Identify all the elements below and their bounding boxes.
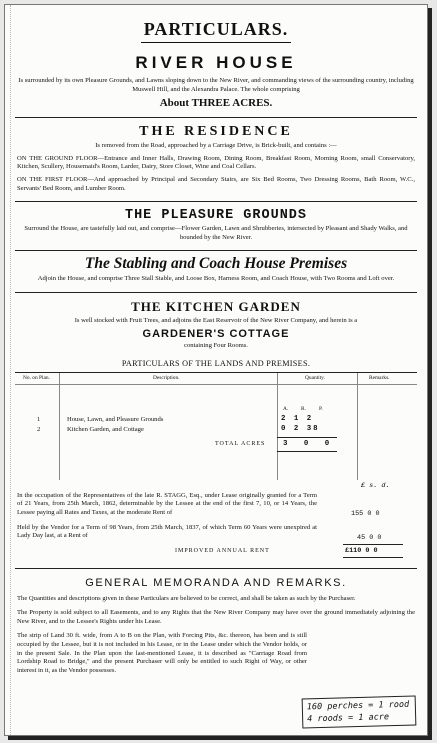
first-floor-text xyxy=(5,176,427,193)
total-label: TOTAL ACRES xyxy=(215,440,266,447)
divider xyxy=(15,250,417,251)
unit-perches: P. xyxy=(319,405,323,412)
memoranda-heading: GENERAL MEMORANDA AND REMARKS. xyxy=(85,576,347,589)
residence-intro: Is removed from the Road, approached by a Carriage Drive, is Brick-built, and contains :— xyxy=(95,142,337,150)
column-header-remarks: Remarks. xyxy=(369,374,390,381)
divider xyxy=(15,201,417,202)
tenancy-section xyxy=(5,481,427,558)
ground-floor-text xyxy=(5,155,427,172)
unit-roods: R. xyxy=(301,405,306,412)
first-floor-label: ON THE FIRST FLOOR xyxy=(17,175,88,183)
ground-floor-rooms: —Entrance and Inner Halls, Drawing Room, Dining Room, Breakfast Room, Morning Room, small Conservatory, Kitchen, Scullery, Housemaid's Room, Larder, Dairy, Store Closet, Wine and Coal Cellars. xyxy=(17,154,415,171)
column-header-quantity: Quantity. xyxy=(305,374,325,381)
document-page xyxy=(4,4,428,736)
total-rule xyxy=(277,451,337,452)
memoranda-paragraph: The Property is sold subject to all Easements, and to any Rights that the New River Company may have over the ground immediately adjoining the New River, and to the Lessee's Rights under his Lease. xyxy=(17,609,415,625)
column-rule xyxy=(357,373,358,480)
vendor-lease-text: Held by the Vendor for a Term of 98 Years, from 25th March, 1837, of which Term 60 Years were unexpired at Lady Day last, at a Rent of xyxy=(17,523,317,540)
property-name: RIVER HOUSE xyxy=(135,53,297,72)
total-rule xyxy=(277,437,337,438)
handwritten-note xyxy=(302,696,417,729)
column-header-plan-number: No. on Plan. xyxy=(23,374,50,381)
title-underline xyxy=(141,42,291,43)
currency-header: £ s. d. xyxy=(361,481,390,490)
intro-text: Is surrounded by its own Pleasure Grounds, and Lawns sloping down to the New River, and commanding views of the surrounding country, including Muswell Hill, and the Alexandra Palace. The whole comprising xyxy=(18,77,414,93)
improved-rent-label: IMPROVED ANNUAL RENT xyxy=(175,547,270,554)
divider xyxy=(15,568,417,569)
cottage-text: containing Four Rooms. xyxy=(184,341,248,349)
table-row-quantity: 2 1 2 xyxy=(281,414,314,423)
ground-floor-label: ON THE GROUND FLOOR xyxy=(17,154,98,162)
rent-amount: 155 0 0 xyxy=(351,509,380,518)
note-line: 4 roods = 1 acre xyxy=(307,712,390,725)
memoranda-paragraph: The strip of Land 30 ft. wide, from A to B on the Plan, with Forcing Pits, &c. thereon, has been and is still occupied by the Lessee, but it is not included in his Lease, or in the Lease under which the Vendor holds, or in the present Sale. In the Plan upon the last-mentioned Lease, it is described as "Carriage Road from Lordship Road to Bridge," and the present Purchaser will only be entitled to such Right of Way, or other interest in it, as the Vendor possesses. xyxy=(17,632,307,674)
stabling-text: Adjoin the House, and comprise Three Stall Stable, and Loose Box, Harness Room, and Coach House, with Two Rooms and Loft over. xyxy=(37,275,395,283)
note-line: 160 perches = 1 rood xyxy=(306,699,410,713)
stabling-heading: The Stabling and Coach House Premises xyxy=(84,255,348,273)
pleasure-grounds-text: Surround the House, are tastefully laid out, and comprise—Flower Garden, Lawn and Shrubberies, intersected by Pleasant and Shady Walks, and bounded by the New River. xyxy=(24,225,408,241)
improved-rent-amount: £110 0 0 xyxy=(345,546,378,555)
sum-rule xyxy=(343,544,403,545)
column-rule xyxy=(277,373,278,480)
table-row-description: House, Lawn, and Pleasure Grounds xyxy=(67,415,164,423)
divider xyxy=(15,117,417,118)
schedule-table xyxy=(15,372,417,480)
memoranda-paragraph: The Quantities and descriptions given in these Particulars are believed to be correct, and shall be taken as such by the Purchaser. xyxy=(17,594,356,602)
acreage: About THREE ACRES. xyxy=(159,97,273,110)
ground-rent-amount: 45 0 0 xyxy=(357,533,382,542)
kitchen-garden-heading: THE KITCHEN GARDEN xyxy=(131,298,301,314)
residence-heading: THE RESIDENCE xyxy=(139,124,293,140)
occupation-text: In the occupation of the Representatives of the late R. STAGG, Esq., under Lease originally granted for a Term of 21 Years, from 25th March, 1862, determinable by the Lessee at the end of the first 7, 10, or 14 Years, the Lessee paying all Rates and Taxes, at the moderate Rent of xyxy=(17,491,317,516)
total-quantity: 3 0 0 xyxy=(283,439,336,448)
divider xyxy=(15,292,417,293)
page-title: PARTICULARS. xyxy=(143,19,289,39)
page-edge xyxy=(5,5,11,735)
schedule-heading: PARTICULARS OF THE LANDS AND PREMISES. xyxy=(121,358,311,368)
table-row-description: Kitchen Garden, and Cottage xyxy=(67,425,144,433)
table-row-quantity: 0 2 38 xyxy=(281,424,320,433)
pleasure-grounds-heading: THE PLEASURE GROUNDS xyxy=(124,208,308,224)
sum-rule xyxy=(343,557,403,558)
column-rule xyxy=(59,373,60,480)
kitchen-garden-text: Is well stocked with Fruit Trees, and adjoins the East Reservoir of the New River Company, and herein is a xyxy=(74,316,358,324)
cottage-heading: GARDENER'S COTTAGE xyxy=(142,327,290,340)
table-row-number: 2 xyxy=(37,425,41,433)
table-row-number: 1 xyxy=(37,415,41,423)
column-header-description: Description. xyxy=(153,374,180,381)
unit-acres: A. xyxy=(283,405,289,412)
first-floor-rooms: —And approached by Principal and Secondary Stairs, are Six Bed Rooms, Two Dressing Rooms, Bath Room, W.C., Servants' Bed Room, and Lumber Room. xyxy=(17,175,416,192)
